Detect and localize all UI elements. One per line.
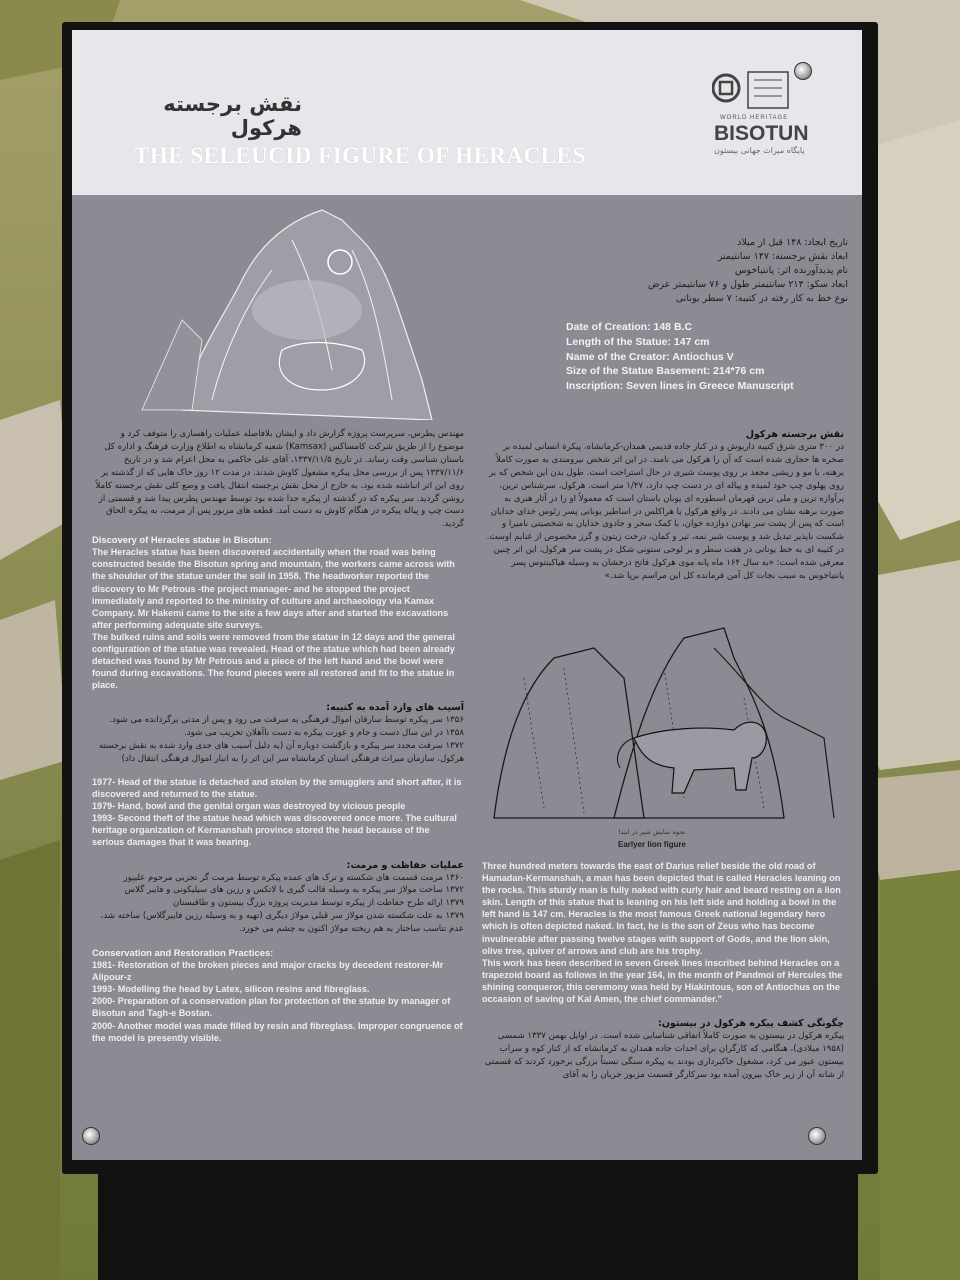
- conservation-persian-line: ۱۳۶۰ مرمت قسمت های شکسته و ترک های عمده پیکره توسط مرمت گر تجربی مرحوم علیپور: [123, 872, 464, 883]
- lion-caption-english: Earlyer lion figure: [617, 840, 687, 849]
- logo-persian-text: پایگاه میراث جهانی بیستون: [714, 146, 805, 155]
- damage-persian-line: ۱۳۵۶ سر پیکره توسط سارقان اموال فرهنگی به سرقت می رود و پس از مدتی برگردانده می شود.: [109, 715, 464, 726]
- sign-post: [98, 1170, 858, 1280]
- conservation-persian-line: ۱۳۷۹ ارائه طرح حفاظت از پیکره توسط مدیریت پروژه بزرگ بیستون و طاقبستان: [172, 898, 464, 909]
- discovery-text: The Heracles statue has been discovered accidentally when the road was being constructed beside the Bisotun spring and mountain, the workers came across with the shoulder of the statue under the soil in 1958. The headworker reported the discovery to Mr Petrous -the project manager- and he stopped the project immediately and reported to the ministry of culture and archaeology via Kamax Company. Mr Hakemi came to the site a few days after and started the excavations after performing adequate site surveys.: [92, 547, 455, 630]
- conservation-heading-persian: عملیات حفاظت و مرمت:: [346, 859, 464, 871]
- conservation-english-text: 1981- Restoration of the broken pieces and major cracks by decedent restorer-Mr Alipour-z 1993- Modelling the head by Latex, silicon resins and fibreglass. 2000- Preparation of a conservation plan for protection of the statue by manager of Bisotun and Tagh-e Bostan. 2000- Another model was made filled by resin and fibreglass. Improper congruence of the model is presently visible.: [92, 960, 463, 1043]
- fact-length: Length of the Statue: 147 cm: [566, 335, 710, 348]
- damage-heading-persian: آسیب های وارد آمده به کتیبه:: [326, 702, 464, 714]
- discovery-text-2: The bulked ruins and soils were removed from the statue in 12 days and the general configuration of the statue was revealed. Head of the statue which had been already detached was found by Mr Petrous and a piece of the left hand and the bowl were found during excavations. The found pieces were all restored and fit to the statue in place.: [92, 631, 455, 691]
- damage-persian-line: ۱۳۵۸ در این سال دست و جام و عورت پیکره به دست ناآهلان تخریب می شود.: [184, 728, 464, 739]
- screw-top-right: [794, 62, 812, 80]
- title-english: THE SELEUCID FIGURE OF HERACLES: [134, 143, 586, 168]
- heracles-persian-text: در ۳۰۰ متری شرق کتیبه داریوش و در کنار جاده قدیمی همدان-کرمانشاه، پیکرة انسانی لمیده بر صخره ها حجاری شده است که آن را هرکول می نامند. در این اثر شخص نیرومندی به صورت کاملاً برهنه، با مو و ریشی مجعد بر روی پوست شیری در حال استراحت است. طول بدن این شخص که بر روی پهلوی چپ خود لمیده و پیاله ای در دست چپ دارد، ۱/۴۷ متر است. هرکول، سرشناس ترین، پرآوازه ترین و ملی ترین قهرمان اسطوره ای یونان باستان است که معمولاً او را در آثار هنری به صورت برهنه نشان می دادند. در واقع هرکول یا هراکلس در اساطیر یونانی پسر زئوس خدای خدایان است که پس از پشت سر نهادن دوازده خوان، با کمک سحر و جادوی خدایان به شخصیتی نامیرا و شکست ناپذیر تبدیل شد و پوست شیر نمه، تیر و کمان، درخت زیتون و گرز مخصوص از غنایم اوست. در کتیبه ای به خط یونانی در هفت سطر و بر لوحی ستونی شکل در پشت سر هرکول، این اثر چنین معرفی شده است: «به سال ۱۶۴ ماه پانه موی هرکول فاتح درخشان به وسیله هیاکینتوس پسر پانتیاخوس به سبب نجات کل آمن فرمانده کل این مراسم برپا شد.»: [486, 442, 844, 582]
- fact-persian-line: نام پدیدآورنده اثر: پانتیاخوس: [734, 265, 848, 276]
- heracles-sketch-image: [122, 200, 542, 420]
- fact-basement: Size of the Statue Basement: 214*76 cm: [566, 365, 765, 378]
- right-column-bottom: [482, 860, 844, 1082]
- fact-persian-line: نوع خط به کار رفته در کتیبه: ۷ سطر یونانی: [675, 293, 848, 304]
- fact-date: Date of Creation: 148 B.C: [566, 321, 693, 333]
- fact-persian-line: ابعاد سکو: ۲۱۴ سانتیمتر طول و ۷۶ سانتیمتر عرض: [647, 279, 848, 290]
- screw-bottom-right: [808, 1127, 826, 1145]
- discovery-heading: Discovery of Heracles statue in Bisotun:: [92, 534, 272, 546]
- fact-persian-line: ابعاد نقش برجسته: ۱۴۷ سانتیمتر: [717, 251, 848, 262]
- fact-persian-line: تاریخ ایجاد: ۱۴۸ قبل از میلاد: [737, 237, 848, 248]
- sign-header: [72, 30, 862, 195]
- fact-creator: Name of the Creator: Antiochus V: [566, 350, 734, 363]
- conservation-heading-english: Conservation and Restoration Practices:: [92, 947, 274, 959]
- title-persian: نقش برجسته هرکول: [163, 92, 302, 140]
- left-column: [92, 428, 464, 1044]
- lion-caption-persian: نحوه نمایش شیر در ابتدا: [618, 828, 686, 836]
- fact-inscription: Inscription: Seven lines in Greece Manuscript: [566, 380, 794, 393]
- screw-bottom-left: [82, 1127, 100, 1145]
- lion-sketch-image: [484, 618, 842, 822]
- right-column-top: [482, 428, 844, 583]
- damage-english-text: 1977- Head of the statue is detached and stolen by the smugglers and short after, it is discovered and returned to the statue. 1979- Hand, bowl and the genital organ was destroyed by vicious people 1993- Second theft of the statue head which was discovered once more. The cultural heritage organization of Kermanshah province stored the head because of the serious damages that it was bearing.: [92, 777, 462, 848]
- howfound-heading-persian: چگونگی کشف پیکره هرکول در بیستون:: [658, 1018, 844, 1030]
- damage-persian-line: ۱۳۷۲ سرقت مجدد سر پیکره و بازگشت دوباره آن (به دلیل آسیب های جدی وارد شده به نقش برجسته هرکول، سازمان میراث فرهنگی استان کرمانشاه سر این اثر را به انبار اموال فرهنگی انتقال داد): [98, 741, 464, 765]
- conservation-persian-line: ۱۳۷۲ ساخت مولاژ سر پیکره به وسیله قالب گیری با لاتکس و رزین های سیلیکونی و فایبر گلاس: [124, 885, 464, 896]
- information-sign: [72, 30, 862, 1160]
- logo-world-heritage-text: WORLD HERITAGE: [720, 115, 789, 121]
- heracles-english-text: Three hundred meters towards the east of Darius relief beside the old road of Hamadan-Kermanshah, a man has been depicted that is called Heracles leaning on the rocks. This sturdy man is fully naked with curly hair and beard resting on a lion skin. Length of this statue that is leaning on his left side and holding a bowl in the left hand is 147 cm. Heracles is the most famous Greek national legendary hero which is often depicted naked. In fact, he is the son of Zeus who has become invulnerable after passing twelve stages with support of Gods, and the lion skin, olive tree, quiver of arrows and club are his trophy. This work has been described in seven Greek lines inscribed behind Heracles on a trapezoid board as follows in the year 164, in the month of Pandmoi of Hercules the shining conqueror, this ceremony was held by Hiakintous, son of Antiochus on the occasion of saving of Kal Amen, the chief commander.": [482, 861, 843, 1005]
- howfound-persian-text: پیکره هرکول در بیستون به صورت کاملاً اتفاقی شناسایی شده است. در اوایل بهمن ۱۳۳۷ شمسی (۱۹۵۸ میلادی)، هنگامی که کارگران برای احداث جاده همدان به کرمانشاه که از کنار کوه و سراب بیستون عبور می کرد، مشغول خاکبرداری بودند به پیکره سنگی نسبتاً بزرگی برخورد کردند که قسمتی از شانه آن از زیر خاک بیرون آمده بود سرکارگر قسمت مزبور جریان را به آقای: [484, 1031, 844, 1080]
- intro-persian-text: مهندس پطرس، سرپرست پروژه گزارش داد و ایشان بلافاصله عملیات راهسازی را متوقف کرد و موضوع را از طریق شرکت کامساکس (Kamsax) شعبه کرمانشاه به اطلاع وزارت فرهنگ و اداره کل باستان شناسی وقت رساند. در تاریخ ۱۳۳۷/۱۱/۵، آقای علی حاکمی به محل اعزام شد و در تاریخ ۱۳۳۷/۱۱/۶ پس از بررسی محل پیکره مشغول کاوش شدند. در مدت ۱۲ روز خاک هایی که از گذشته بر روی این اثر انباشته شده بود، به خارج از محل نقش برجسته انتقال یافت و وضع کلی نقش برجسته کاملاً روشن گردید. سر پیکره که در گذشته از پیکره جدا شده بود توسط مهندس پطرس پیدا شد و قسمتی از دست چپ و پیاله پیکره در هنگام کاوش به دست آمد. قطعه های مزبور پس از مرمت، به پیکره الحاق گردید.: [95, 429, 464, 530]
- facts-persian: [558, 236, 848, 306]
- facts-english: [566, 320, 862, 394]
- heracles-heading-persian: نقش برجسته هرکول: [745, 429, 844, 440]
- logo-bisotun-text: BISOTUN: [714, 122, 809, 145]
- conservation-persian-line: ۱۳۷۹ به علت شکسته شدن مولاژ سر قبلی مولاژ دیگری (تهیه و به وسیله رزین فایبرگلاس) ساخته شد، عدم تناسب ساختار به هم ریخته مولاژ اکنون به چشم می خورد.: [100, 911, 464, 935]
